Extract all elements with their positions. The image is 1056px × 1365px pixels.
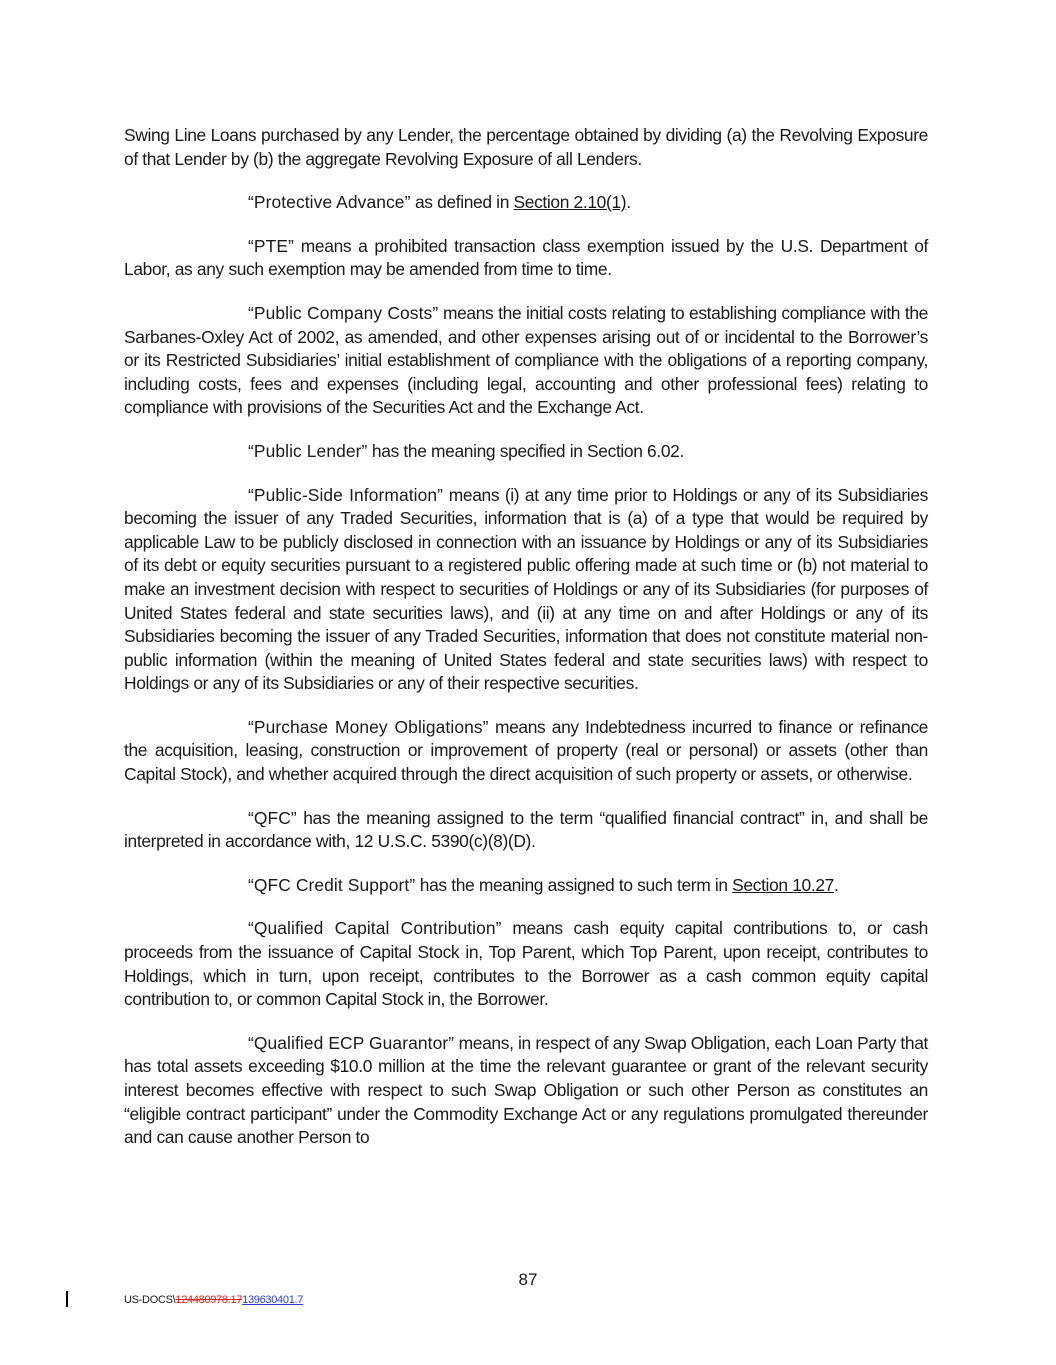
definition-protective-advance: [124, 191, 928, 215]
document-body: [124, 124, 928, 1170]
definition-text: means (i) at any time prior to Holdings or any of its Subsidiaries becoming the issuer of any Traded Securities, information that is (a) of a type that would be required by applicable Law to be publicly disclosed in connection with an issuance by Holdings or any of its Subsidiaries of its debt or equity securities pursuant to a registered public offering made at such time or (b) not material to make an investment decision with respect to securities of Holdings or any of its Subsidiaries (for purposes of United States federal and state securities laws), and (ii) at any time on and after Holdings or any of its Subsidiaries becoming the issuer of any Traded Securities, information that does not constitute material non-public information (within the meaning of United States federal and state securities laws) with respect to Holdings or any of its Subsidiaries or any of their respective securities.: [124, 484, 928, 694]
definition-text: means any Indebtedness incurred to finance or refinance the acquisition, leasing, construction or improvement of property (real or personal) or assets (other than Capital Stock), and whether acquired through the direct acquisition of such property or assets, or otherwise.: [124, 716, 928, 785]
defined-term: “PTE”: [248, 235, 294, 256]
definition-text: as defined in: [410, 192, 514, 213]
definition-punctuation: .: [833, 874, 839, 895]
definition-qfc-credit-support: [124, 874, 928, 898]
definition-public-side-information: [124, 484, 928, 696]
defined-term: “Purchase Money Obligations”: [248, 716, 489, 737]
definition-text: means a prohibited transaction class exemption issued by the U.S. Department of Labor, as any such exemption may be amended from time to time.: [124, 235, 928, 280]
document-id-footer: [124, 1294, 303, 1306]
defined-term: “Public-Side Information”: [248, 484, 444, 505]
defined-term: “Protective Advance”: [248, 192, 411, 213]
definition-text: means the initial costs relating to establishing compliance with the Sarbanes-Oxley Act of 2002, as amended, and other expenses arising out of or incidental to the Borrower’s or its Restricted Subsidiaries’ initial establishment of compliance with the obligations of a reporting company, including costs, fees and expenses (including legal, accounting and other professional fees) relating to compliance with provisions of the Securities Act and the Exchange Act.: [124, 302, 928, 418]
section-reference-link[interactable]: Section 2.10(1): [513, 192, 627, 213]
revision-change-bar: [66, 1291, 68, 1307]
defined-term: “QFC”: [248, 807, 297, 828]
section-reference-link[interactable]: Section 10.27: [732, 874, 834, 895]
definition-qualified-ecp-guarantor: [124, 1032, 928, 1150]
definition-text: means, in respect of any Swap Obligation, each Loan Party that has total assets exceeding $10.0 million at the time the relevant guarantee or grant of the relevant security interest becomes effective with respect to such Swap Obligation or such other Person as constitutes an “eligible contract participant” under the Commodity Exchange Act or any regulations promulgated thereunder and can cause another Person to: [124, 1032, 929, 1148]
definition-qualified-capital-contribution: [124, 917, 928, 1011]
defined-term: “QFC Credit Support”: [248, 874, 416, 895]
definition-text: has the meaning assigned to such term in: [415, 874, 733, 895]
definition-text: has the meaning specified in Section 6.02.: [367, 440, 684, 461]
definition-pte: [124, 235, 928, 282]
paragraph-text: Swing Line Loans purchased by any Lender, the percentage obtained by dividing (a) the Revolving Exposure of that Lender by (b) the aggregate Revolving Exposure of all Lenders.: [124, 125, 928, 169]
defined-term: “Public Company Costs”: [248, 302, 439, 323]
definition-punctuation: .: [626, 192, 631, 213]
definition-purchase-money-obligations: [124, 716, 928, 787]
definition-text: means cash equity capital contributions to, or cash proceeds from the issuance of Capital Stock in, Top Parent, which Top Parent, upon receipt, contributes to Holdings, which in turn, upon receipt, contributes to the Borrower as a cash common equity capital contribution to, or common Capital Stock in, the Borrower.: [124, 918, 928, 1010]
doc-id-prefix: US-DOCS\: [124, 1294, 176, 1306]
doc-id-inserted: 139630401.7: [242, 1294, 304, 1306]
defined-term: “Public Lender”: [248, 440, 368, 461]
definition-public-company-costs: [124, 302, 928, 420]
defined-term: “Qualified Capital Contribution”: [248, 918, 502, 939]
defined-term: “Qualified ECP Guarantor”: [248, 1032, 455, 1053]
page-number: 87: [518, 1270, 538, 1289]
definition-qfc: [124, 807, 928, 854]
definition-public-lender: [124, 440, 928, 464]
doc-id-deleted: 124480978.17: [175, 1294, 243, 1306]
paragraph-swing-line-continuation: [124, 124, 928, 171]
definition-text: has the meaning assigned to the term “qualified financial contract” in, and shall be interpreted in accordance with, 12 U.S.C. 5390(c)(8)(D).: [124, 807, 928, 852]
